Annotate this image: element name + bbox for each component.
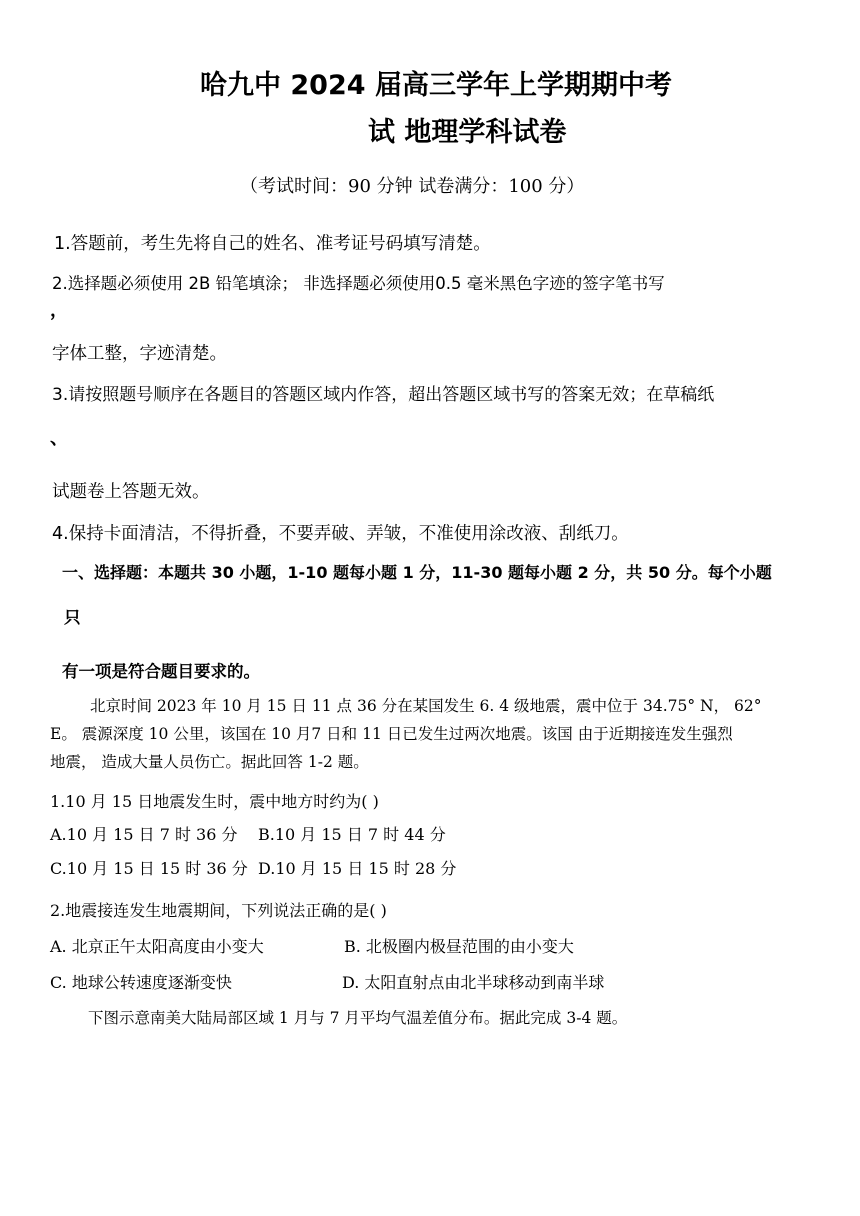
title-line-1: 哈九中 2024 届高三学年上学期期中考 bbox=[200, 70, 672, 101]
section-heading-end: 有一项是符合题目要求的。 bbox=[62, 662, 260, 681]
instruction-2-mark: ， bbox=[50, 300, 68, 321]
passage-1-line-2: E。 震源深度 10 公里，该国在 10 月7 日和 11 日已发生过两次地震。该国 由于近期接连发生强烈 bbox=[50, 725, 733, 743]
instruction-4: 4.保持卡面清洁，不得折叠，不要弄破、弄皱，不准使用涂改液、刮纸刀。 bbox=[52, 524, 629, 544]
question-2-stem: 2.地震接连发生地震期间，下列说法正确的是( ) bbox=[50, 901, 387, 920]
question-1-option-c: C.10 月 15 日 15 时 36 分 bbox=[50, 859, 248, 878]
question-1-stem: 1.10 月 15 日地震发生时，震中地方时约为( ) bbox=[50, 792, 379, 811]
question-2-option-d: D. 太阳直射点由北半球移动到南半球 bbox=[342, 973, 605, 992]
instruction-2-cont: 字体工整，字迹清楚。 bbox=[52, 344, 227, 364]
passage-1-line-3: 地震， 造成大量人员伤亡。据此回答 1-2 题。 bbox=[50, 753, 369, 771]
instruction-3-cont: 试题卷上答题无效。 bbox=[52, 482, 210, 502]
question-2-option-b: B. 北极圈内极昼范围的由小变大 bbox=[344, 937, 574, 956]
instruction-3-mark: 、 bbox=[50, 428, 68, 449]
instruction-2: 2.选择题必须使用 2B 铅笔填涂； 非选择题必须使用0.5 毫米黑色字迹的签字笔书写 bbox=[52, 274, 665, 293]
question-1-option-b: B.10 月 15 日 7 时 44 分 bbox=[258, 825, 446, 844]
section-heading: 一、选择题：本题共 30 小题，1-10 题每小题 1 分，11-30 题每小题 2 分，共 50 分。每个小题 bbox=[62, 563, 772, 582]
question-2-option-a: A. 北京正午太阳高度由小变大 bbox=[50, 937, 264, 956]
question-1-option-a: A.10 月 15 日 7 时 36 分 bbox=[50, 825, 238, 844]
instruction-1: 1.答题前，考生先将自己的姓名、准考证号码填写清楚。 bbox=[54, 234, 491, 254]
section-heading-cont: 只 bbox=[64, 608, 81, 627]
instruction-3: 3.请按照题号顺序在各题目的答题区域内作答，超出答题区域书写的答案无效；在草稿纸 bbox=[52, 385, 715, 405]
passage-1-line-1: 北京时间 2023 年 10 月 15 日 11 点 36 分在某国发生 6. 4 级地震，震中位于 34.75° N， 62° bbox=[90, 697, 762, 715]
title-line-2: 试 地理学科试卷 bbox=[368, 117, 567, 148]
exam-info: （考试时间：90 分钟 试卷满分：100 分） bbox=[240, 176, 585, 197]
passage-2-line-1: 下图示意南美大陆局部区域 1 月与 7 月平均气温差值分布。据此完成 3-4 题。 bbox=[88, 1009, 628, 1027]
question-2-option-c: C. 地球公转速度逐渐变快 bbox=[50, 973, 232, 992]
question-1-option-d: D.10 月 15 日 15 时 28 分 bbox=[258, 859, 457, 878]
